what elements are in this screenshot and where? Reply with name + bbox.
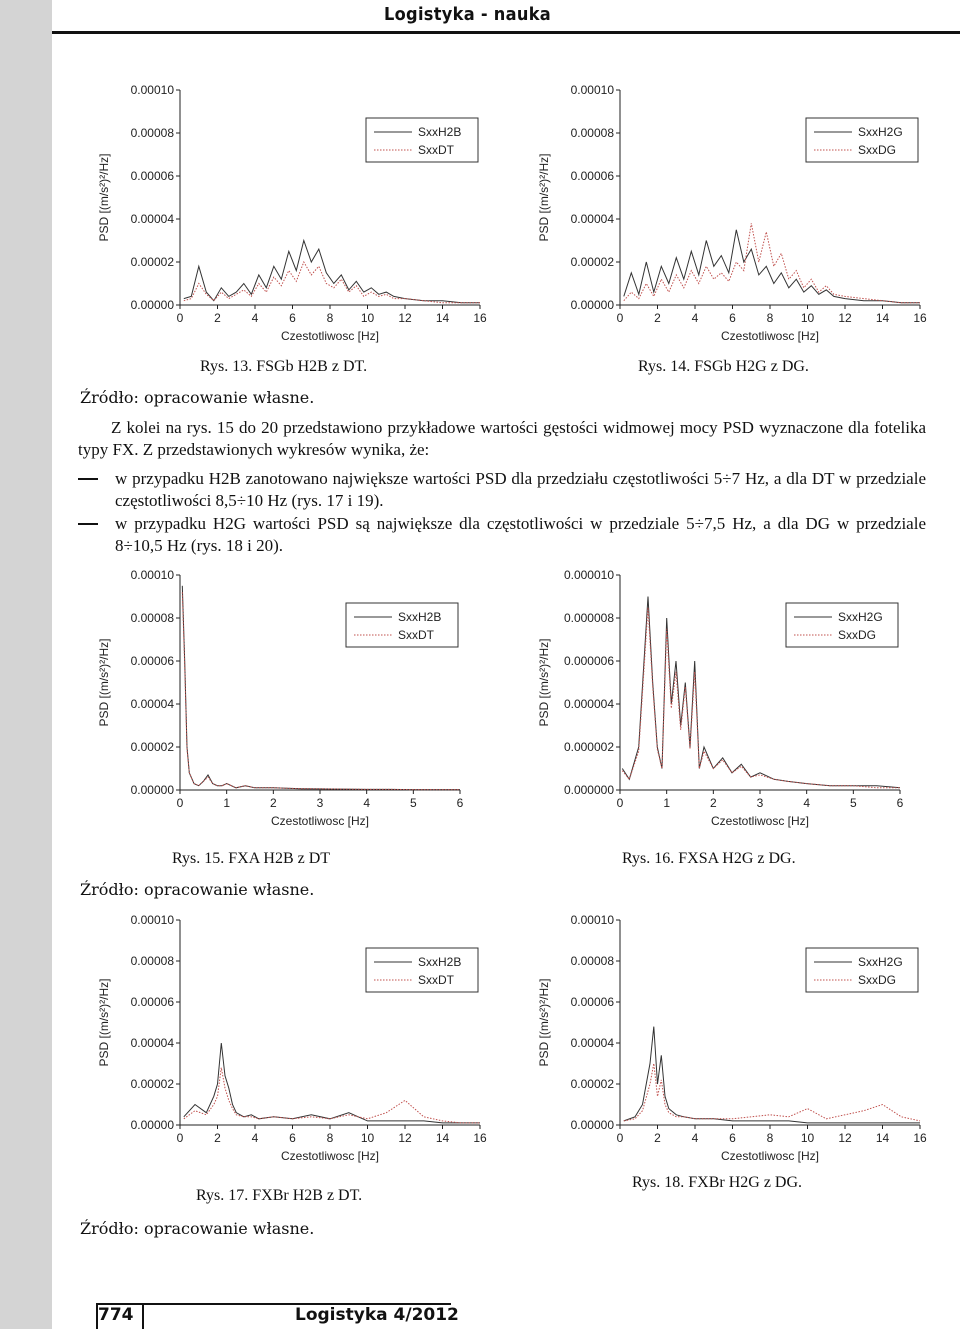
x-tick-label: 6 xyxy=(896,796,904,810)
y-tick-label: 0.00002 xyxy=(130,740,174,754)
x-tick-label: 4 xyxy=(803,796,811,810)
x-tick-label: 2 xyxy=(709,796,717,810)
y-tick-label: 0.000010 xyxy=(563,568,614,582)
y-tick-label: 0.00000 xyxy=(130,298,174,312)
x-tick-label: 3 xyxy=(756,796,764,810)
y-tick-label: 0.00010 xyxy=(570,913,614,927)
legend-label: SxxDT xyxy=(418,143,454,157)
x-tick-label: 0 xyxy=(616,796,624,810)
legend-label: SxxH2B xyxy=(418,125,462,139)
source-note-1: Źródło: opracowanie własne. xyxy=(80,388,315,407)
x-tick-label: 14 xyxy=(875,311,890,325)
x-tick-label: 16 xyxy=(913,1131,927,1145)
x-axis-label: Czestotliwosc [Hz] xyxy=(720,1149,820,1163)
x-tick-label: 4 xyxy=(363,796,371,810)
y-tick-label: 0.00000 xyxy=(130,1118,174,1132)
x-tick-label: 0 xyxy=(176,311,184,325)
legend-label: SxxH2G xyxy=(858,125,903,139)
x-tick-label: 2 xyxy=(214,1131,221,1145)
x-tick-label: 6 xyxy=(456,796,464,810)
page-number: 774 xyxy=(98,1305,134,1325)
caption-rys17: Rys. 17. FXBr H2B z DT. xyxy=(196,1187,363,1204)
x-tick-label: 2 xyxy=(654,1131,661,1145)
x-axis-label: Czestotliwosc [Hz] xyxy=(280,1149,380,1163)
legend-label: SxxDG xyxy=(858,143,897,157)
y-tick-label: 0.00006 xyxy=(130,169,174,183)
x-tick-label: 12 xyxy=(838,1131,852,1145)
y-axis-label: PSD [(m/s²)²/Hz] xyxy=(537,978,551,1067)
bullet-text-2: w przypadku H2G wartości PSD są największe dla częstotliwości w przedziale 5÷7,5 Hz, a dla DG w przedziale 8÷10,5 Hz (rys. 18 i 20). xyxy=(115,514,926,555)
y-tick-label: 0.000002 xyxy=(563,740,614,754)
x-tick-label: 0 xyxy=(176,1131,184,1145)
y-tick-label: 0.000004 xyxy=(563,697,614,711)
series-line-SxxH2G xyxy=(624,230,920,303)
series-line-SxxH2B xyxy=(184,241,480,303)
y-tick-label: 0.000008 xyxy=(563,611,614,625)
legend-label: SxxH2G xyxy=(838,610,883,624)
series-line-SxxH2B xyxy=(184,1043,480,1123)
legend-label: SxxH2B xyxy=(398,610,442,624)
y-tick-label: 0.00008 xyxy=(570,126,614,140)
y-axis-label: PSD [(m/s²)²/Hz] xyxy=(537,153,551,242)
footer-journal: Logistyka 4/2012 xyxy=(295,1305,459,1325)
x-tick-label: 16 xyxy=(913,311,927,325)
series-line-SxxDT xyxy=(184,262,480,303)
y-tick-label: 0.00000 xyxy=(130,783,174,797)
y-tick-label: 0.00008 xyxy=(130,126,174,140)
y-tick-label: 0.00006 xyxy=(130,995,174,1009)
y-tick-label: 0.00004 xyxy=(570,212,614,226)
y-axis-label: PSD [(m/s²)²/Hz] xyxy=(97,638,111,727)
x-tick-label: 1 xyxy=(223,796,231,810)
x-tick-label: 2 xyxy=(214,311,221,325)
y-tick-label: 0.00002 xyxy=(130,1077,174,1091)
y-tick-label: 0.00010 xyxy=(130,568,174,582)
x-tick-label: 5 xyxy=(849,796,857,810)
x-tick-label: 14 xyxy=(435,1131,450,1145)
caption-rys18: Rys. 18. FXBr H2G z DG. xyxy=(632,1174,803,1191)
y-tick-label: 0.00010 xyxy=(130,913,174,927)
x-tick-label: 1 xyxy=(663,796,671,810)
series-line-SxxDG xyxy=(624,1064,920,1121)
x-tick-label: 0 xyxy=(616,311,624,325)
caption-rys15: Rys. 15. FXA H2B z DT xyxy=(172,850,331,867)
y-axis-label: PSD [(m/s²)²/Hz] xyxy=(97,978,111,1067)
bullet-dash xyxy=(78,523,98,525)
legend-label: SxxH2B xyxy=(418,955,462,969)
series-line-SxxDT xyxy=(184,1068,480,1123)
y-tick-label: 0.00002 xyxy=(570,1077,614,1091)
x-tick-label: 14 xyxy=(875,1131,890,1145)
x-tick-label: 8 xyxy=(326,311,334,325)
x-tick-label: 2 xyxy=(654,311,661,325)
y-tick-label: 0.000006 xyxy=(563,654,614,668)
chart-rys17 xyxy=(95,905,495,1175)
y-tick-label: 0.00008 xyxy=(570,954,614,968)
y-tick-label: 0.00006 xyxy=(570,995,614,1009)
x-tick-label: 8 xyxy=(326,1131,334,1145)
legend-label: SxxH2G xyxy=(858,955,903,969)
x-tick-label: 4 xyxy=(691,311,699,325)
y-tick-label: 0.00010 xyxy=(130,83,174,97)
x-tick-label: 6 xyxy=(289,1131,296,1145)
y-tick-label: 0.00004 xyxy=(130,697,174,711)
x-tick-label: 10 xyxy=(800,1131,815,1145)
y-tick-label: 0.00000 xyxy=(570,1118,614,1132)
x-tick-label: 6 xyxy=(729,311,736,325)
y-tick-label: 0.00006 xyxy=(130,654,174,668)
y-tick-label: 0.00002 xyxy=(570,255,614,269)
series-line-SxxH2G xyxy=(624,1027,920,1123)
caption-rys14: Rys. 14. FSGb H2G z DG. xyxy=(638,358,809,375)
y-tick-label: 0.00000 xyxy=(570,298,614,312)
x-tick-label: 2 xyxy=(269,796,277,810)
x-tick-label: 10 xyxy=(800,311,815,325)
x-axis-label: Czestotliwosc [Hz] xyxy=(710,814,810,828)
header-rule xyxy=(52,31,960,34)
x-tick-label: 0 xyxy=(176,796,184,810)
y-tick-label: 0.00002 xyxy=(130,255,174,269)
chart-rys15 xyxy=(85,565,485,835)
x-tick-label: 12 xyxy=(398,1131,412,1145)
source-note-2: Źródło: opracowanie własne. xyxy=(80,880,315,899)
x-tick-label: 6 xyxy=(729,1131,736,1145)
body-paragraph: Z kolei na rys. 15 do 20 przedstawiono przykładowe wartości gęstości widmowej mocy PSD wyznaczone dla fotelika typy FX. Z przedstawionych wykresów wynika, że: xyxy=(78,418,926,459)
y-tick-label: 0.00008 xyxy=(130,954,174,968)
legend-label: SxxDT xyxy=(398,628,434,642)
x-tick-label: 6 xyxy=(289,311,296,325)
left-gutter xyxy=(0,0,52,1329)
y-tick-label: 0.00008 xyxy=(130,611,174,625)
chart-rys14 xyxy=(535,70,935,350)
legend-label: SxxDG xyxy=(838,628,877,642)
x-tick-label: 16 xyxy=(473,1131,487,1145)
chart-rys13 xyxy=(95,70,495,350)
y-tick-label: 0.00006 xyxy=(570,169,614,183)
x-tick-label: 16 xyxy=(473,311,487,325)
x-tick-label: 4 xyxy=(251,1131,259,1145)
y-tick-label: 0.00004 xyxy=(570,1036,614,1050)
source-note-3: Źródło: opracowanie własne. xyxy=(80,1219,315,1238)
x-axis-label: Czestotliwosc [Hz] xyxy=(270,814,370,828)
x-tick-label: 4 xyxy=(251,311,259,325)
y-tick-label: 0.00004 xyxy=(130,1036,174,1050)
x-tick-label: 10 xyxy=(360,1131,375,1145)
x-axis-label: Czestotliwosc [Hz] xyxy=(280,329,380,343)
y-tick-label: 0.00010 xyxy=(570,83,614,97)
caption-rys16: Rys. 16. FXSA H2G z DG. xyxy=(622,850,796,867)
bullet-dash xyxy=(78,478,98,480)
header-title: Logistyka - nauka xyxy=(384,4,551,25)
x-tick-label: 3 xyxy=(316,796,324,810)
x-tick-label: 4 xyxy=(691,1131,699,1145)
page-footer xyxy=(52,1287,960,1329)
y-axis-label: PSD [(m/s²)²/Hz] xyxy=(97,153,111,242)
x-tick-label: 14 xyxy=(435,311,450,325)
x-tick-label: 10 xyxy=(360,311,375,325)
series-line-SxxDG xyxy=(624,223,920,302)
caption-rys13: Rys. 13. FSGb H2B z DT. xyxy=(200,358,368,375)
page-header xyxy=(52,0,960,32)
chart-rys18 xyxy=(535,905,935,1175)
legend-label: SxxDT xyxy=(418,973,454,987)
x-tick-label: 12 xyxy=(838,311,852,325)
y-tick-label: 0.00004 xyxy=(130,212,174,226)
y-tick-label: 0.000000 xyxy=(563,783,614,797)
x-tick-label: 0 xyxy=(616,1131,624,1145)
x-tick-label: 8 xyxy=(766,311,774,325)
x-tick-label: 12 xyxy=(398,311,412,325)
legend-label: SxxDG xyxy=(858,973,897,987)
x-axis-label: Czestotliwosc [Hz] xyxy=(720,329,820,343)
bullet-text-1: w przypadku H2B zanotowano największe wartości PSD dla przedziału częstotliwości 5÷7 Hz, a dla DT w przedziale częstotliwości 8,5÷10 Hz (rys. 17 i 19). xyxy=(115,469,926,510)
x-tick-label: 8 xyxy=(766,1131,774,1145)
y-axis-label: PSD [(m/s²)²/Hz] xyxy=(537,638,551,727)
x-tick-label: 5 xyxy=(409,796,417,810)
chart-rys16 xyxy=(525,565,925,835)
